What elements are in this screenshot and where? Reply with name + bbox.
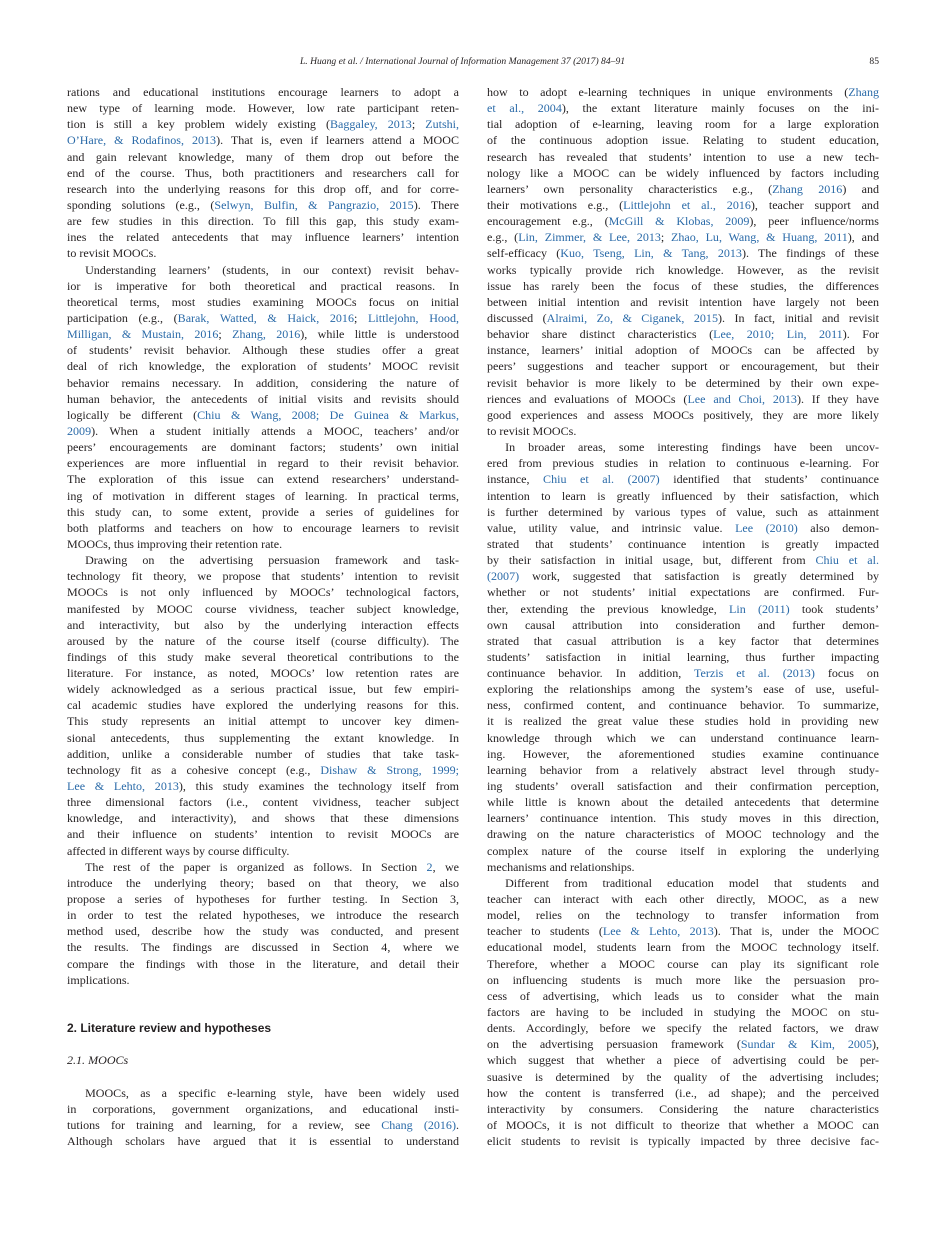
text-line: sponding solutions (e.g., (Selwyn, Bulfin, & Pangrazio, 2015). There: [67, 197, 460, 212]
text-line: literature. For instance, as noted, MOOCs’ low retention rates are: [67, 666, 459, 681]
text-line: This study represents an initial attempt to uncover key dimen-: [67, 714, 459, 729]
text-line: Drawing on the advertising persuasion framework and task-: [67, 553, 459, 568]
text-line: Understanding learners’ (students, in our context) revisit behav-: [67, 262, 459, 277]
text-line: research into the underlying reasons for this drop off, and for corre-: [67, 181, 459, 196]
text-line: Therefore, whether a MOOC course can play its significant role: [487, 956, 879, 971]
citation-link[interactable]: Zhang 2016: [772, 181, 843, 196]
spacer: [67, 988, 459, 1004]
text-line: manifested by MOOC course vividness, teacher subject knowledge,: [67, 601, 459, 616]
text-line: works typically provide rich knowledge. However, as the revisit: [487, 262, 879, 277]
text-line: et al., 2004), the extant literature mainly focuses on the ini-: [487, 101, 879, 116]
text-line: own causal attribution into consideration and further demon-: [487, 617, 879, 632]
citation-link[interactable]: Barak, Watted, & Haick, 2016: [177, 310, 354, 325]
spacer: [67, 1004, 459, 1020]
text-line: peers’ encouragements are dominant factors; students’ own initial: [67, 440, 459, 455]
text-line: method used, describe how the study was conducted, and present: [67, 924, 459, 939]
citation-link[interactable]: O’Hare, & Rodafinos, 2013: [67, 133, 217, 148]
text-line: self-efficacy (Kuo, Tseng, Lin, & Tang, 2013). The findings of these: [487, 246, 880, 261]
text-line: and interactivity, but also by the underlying interaction effects: [67, 617, 459, 632]
text-line: which suggest that whether a piece of advertising could be per-: [487, 1053, 879, 1068]
citation-link[interactable]: Chang (2016): [381, 1118, 456, 1132]
text-line: behavior remains necessary. In addition, considering the nature of: [67, 375, 459, 390]
text-line: students’ satisfaction in initial learning, thus further impacting: [487, 649, 879, 664]
text-line: implications.: [67, 972, 130, 987]
subsection-heading: 2.1. MOOCs: [67, 1053, 129, 1068]
text-line: whether or not students’ initial expectations are confirmed. Fur-: [487, 585, 879, 600]
text-line: ing. However, the aforementioned studies examine continuance: [487, 746, 879, 761]
text-line: peers’ suggestions and teacher support or encouragement, but their: [487, 359, 879, 374]
text-line: intention to learn is greatly influenced by their satisfaction, which: [487, 488, 879, 503]
text-line: suasive is determined by the quality of the advertising includes;: [487, 1069, 879, 1084]
text-line: nology like a MOOC can be widely influenced by factors including: [487, 165, 879, 180]
text-line: elicit students to revisit is typically impacted by three decisive fac-: [487, 1134, 879, 1149]
citation-link[interactable]: Alraimi, Zo, & Ciganek, 2015: [546, 310, 718, 325]
citation-link[interactable]: Chiu et al. (2007): [543, 472, 660, 487]
text-line: and gain relevant knowledge, many of them drop out before the: [67, 149, 459, 164]
citation-link[interactable]: (2007): [487, 569, 520, 584]
text-line: ness, confirmed content, and continuance behavior. To summarize,: [487, 698, 879, 713]
citation-link[interactable]: Littlejohn, Hood,: [368, 310, 459, 325]
text-line: Milligan, & Mustain, 2016; Zhang, 2016), while little is understood: [67, 327, 459, 342]
text-line: deal of rich knowledge, the exploration of students’ MOOC revisit: [67, 359, 459, 374]
text-line: encouragement e.g., (McGill & Klobas, 2009), peer influence/norms: [487, 214, 879, 229]
text-line: logically be different (Chiu & Wang, 2008; De Guinea & Markus,: [67, 407, 459, 422]
text-line: by their satisfaction in initial usage, but, different from Chiu et al.: [487, 553, 879, 568]
text-line: Different from traditional education model that students and: [487, 875, 879, 890]
text-line: sional antecedents, thus supplementing the extant knowledge. In: [67, 730, 459, 745]
citation-link[interactable]: Dishaw & Strong, 1999;: [320, 762, 459, 777]
text-line: dents. Accordingly, before we specify the related factors, we draw: [487, 1021, 879, 1036]
text-line: knowledge, and interactivity), and shows that these dimensions: [67, 811, 459, 826]
text-line: Lee & Lehto, 2013), this study examines the technology itself from: [67, 779, 459, 794]
right-column: [487, 84, 879, 1149]
citation-link[interactable]: Selwyn, Bulfin, & Pangrazio, 2015: [214, 197, 414, 212]
text-line: is further determined by various types of value, such as attainment: [487, 504, 879, 519]
section-heading: 2. Literature review and hypotheses: [67, 1021, 272, 1036]
text-line: experiences are more influential in regard to their revisit behavior.: [67, 456, 459, 471]
citation-link[interactable]: 2: [426, 859, 433, 874]
text-line: exploring the relationships among the system’s ease of use, useful-: [487, 682, 879, 697]
text-line: of MOOCs, it is not difficult to theorize that whether a MOOC can: [487, 1118, 879, 1132]
citation-link[interactable]: Zhao, Lu, Wang, & Huang, 2011: [671, 230, 848, 245]
text-line: and their influence on students’ intention to revisit MOOCs are: [67, 827, 459, 842]
text-line: 2009). When a student initially attends a MOOC, teachers’ and/or: [67, 423, 459, 438]
text-line: strated that students’ continuance intention is greatly impacted: [487, 536, 879, 551]
citation-link[interactable]: 2009: [67, 423, 92, 438]
citation-link[interactable]: Chiu et al.: [815, 553, 879, 568]
text-line: learners’ own personality characteristics e.g., (Zhang 2016) and: [487, 181, 879, 196]
text-line: how to adopt e-learning techniques in unique environments (Zhang: [487, 85, 879, 99]
text-line: O’Hare, & Rodafinos, 2013). That is, even if learners attend a MOOC: [67, 133, 459, 148]
text-line: the results. The findings are discussed in Section 4, where we: [67, 940, 459, 955]
text-line: on influencing students is much more like the persuasion pro-: [487, 972, 879, 987]
text-line: revisit behavior is more likely to be determined by their own expe-: [487, 375, 879, 390]
spacer: [67, 1069, 459, 1085]
text-line: between initial intention and revisit intention have largely not been: [487, 294, 879, 309]
text-line: in order to test the related hypotheses, we introduce the research: [67, 908, 459, 923]
citation-link[interactable]: Zhang: [848, 85, 879, 99]
text-line: continuance behavior. In addition, Terzis et al. (2013) focus on: [487, 666, 879, 681]
text-line: teacher to students (Lee & Lehto, 2013). That is, under the MOOC: [487, 924, 879, 939]
text-line: mechanisms and relationships.: [487, 859, 635, 874]
citation-link[interactable]: Sundar & Kim, 2005: [740, 1037, 872, 1052]
text-line: while little is known about the detailed antecedents that determine: [487, 795, 879, 810]
text-line: of the continuous adoption issue. Relating to student education,: [487, 133, 879, 148]
paragraph: [67, 859, 459, 988]
text-line: ered from previous studies in relation to continuous e-learning. For: [487, 456, 879, 471]
text-line: how the content is transferred (i.e., ad shape); and the perceived: [487, 1085, 879, 1100]
spacer: [67, 1036, 459, 1052]
text-line: instance, learners’ initial adoption of MOOCs can be affected by: [487, 343, 879, 358]
text-line: widely acknowledged as a serious practical issue, but few empiri-: [67, 682, 459, 697]
citation-link[interactable]: Zutshi,: [425, 117, 460, 132]
paragraph: [67, 1085, 459, 1150]
text-line: theoretical terms, most studies examining MOOCs focus on initial: [67, 294, 459, 309]
citation-link[interactable]: Milligan, & Mustain, 2016: [67, 327, 219, 342]
text-line: to revisit MOOCs.: [487, 423, 577, 438]
text-line: both platforms and teachers on how to encourage learners to revisit: [67, 520, 459, 535]
text-line: tial adoption of e-learning, leaving room for a large exploration: [487, 117, 879, 132]
citation-link[interactable]: Lee, 2010; Lin, 2011: [713, 327, 843, 342]
text-line: research has revealed that students’ intention to use a new tech-: [487, 149, 879, 164]
citation-link[interactable]: Chiu & Wang, 2008; De Guinea & Markus,: [197, 407, 459, 422]
text-line: cess of advertising, which leads us to consider what the main: [487, 988, 879, 1003]
text-line: findings of this study make several theoretical contributions to the: [67, 649, 459, 664]
citation-link[interactable]: Lee & Lehto, 2013: [67, 779, 179, 794]
text-line: strated that casual attribution is a key factor that determines: [487, 633, 879, 648]
text-line: The rest of the paper is organized as follows. In Section 2, we: [67, 859, 459, 874]
citation-link[interactable]: et al., 2004: [487, 101, 562, 116]
text-line: teacher can interact with each other directly, MOOC, as a new: [487, 892, 879, 907]
paragraph: [487, 439, 879, 875]
running-head: L. Huang et al. / International Journal of Information Management 37 (2017) 84–91: [299, 56, 626, 67]
text-line: educational model, students learn from the MOOC technology itself.: [487, 940, 879, 955]
text-line: technology fit as a cohesive concept (e.g., Dishaw & Strong, 1999;: [67, 762, 459, 777]
text-line: learning behavior from a relatively abstract level through study-: [487, 762, 879, 777]
text-line: ing of motivation in different stages of learning. In practical terms,: [67, 488, 459, 503]
text-line: ines the related antecedents that may influence learners’ intention: [67, 230, 459, 245]
text-line: participation (e.g., (Barak, Watted, & Haick, 2016; Littlejohn, Hood,: [67, 310, 459, 325]
text-line: MOOCs, thus improving their retention rate.: [67, 536, 283, 551]
text-line: issue has rarely been the focus of these studies, the differences: [487, 278, 879, 293]
text-line: factors are having to be included in studying the MOOC on stu-: [487, 1005, 879, 1020]
paragraph: [67, 552, 459, 859]
citation-link[interactable]: Baggaley, 2013: [329, 117, 412, 132]
text-line: introduce the underlying theory; based on that theory, we also: [67, 875, 459, 890]
text-line: three dimensional factors (i.e., content vividness, teacher subject: [67, 795, 459, 810]
left-column: [67, 84, 459, 1149]
citation-link[interactable]: Lin (2011): [728, 601, 790, 616]
text-line: behavior share distinct characteristics (Lee, 2010; Lin, 2011). For: [487, 327, 879, 342]
text-line: riences and evaluations of MOOCs (Lee and Choi, 2013). If they have: [487, 391, 879, 406]
text-line: complex nature of the course itself in exploring the underlying: [487, 843, 879, 858]
text-line: on the advertising persuasion framework (Sundar & Kim, 2005),: [487, 1037, 879, 1052]
text-line: are few studies in this direction. To fill this gap, this study exam-: [67, 214, 459, 229]
text-line: drawing on the nature characteristics of MOOC technology and the: [487, 827, 879, 842]
citation-link[interactable]: McGill & Klobas, 2009: [608, 214, 750, 229]
text-line: MOOCs is not only influenced by MOOCs’ technological factors,: [67, 585, 459, 600]
text-line: cal academic studies have explored the underlying reasons for this.: [67, 698, 459, 713]
citation-link[interactable]: Zhang, 2016: [232, 327, 301, 342]
text-line: tion is still a key problem widely existing (Baggaley, 2013; Zutshi,: [67, 117, 460, 132]
text-line: value, utility value, and intrinsic value. Lee (2010) also demon-: [487, 520, 879, 535]
paragraph: [487, 84, 879, 439]
text-line: tutions for training and learning, for a review, see Chang (2016).: [67, 1118, 459, 1132]
text-line: this study can, to some extent, provide a series of guidelines for: [67, 504, 459, 519]
text-line: aroused by the nature of the course itself (course difficulty). The: [67, 633, 459, 648]
text-line: Although scholars have argued that it is essential to understand: [67, 1134, 459, 1149]
paragraph: [487, 875, 879, 1149]
text-line: In broader areas, some interesting findings have been uncov-: [487, 440, 879, 455]
citation-link[interactable]: Lee & Lehto, 2013: [602, 924, 714, 939]
citation-link[interactable]: Kuo, Tseng, Lin, & Tang, 2013: [560, 246, 742, 261]
text-line: compare the findings with those in the literature, and detail their: [67, 956, 459, 971]
text-line: of students’ revisit behavior. Although these studies offer a great: [67, 343, 459, 358]
citation-link[interactable]: Terzis et al. (2013): [694, 666, 815, 681]
page-number: 85: [869, 56, 879, 67]
text-line: new type of learning mode. However, low rate participant reten-: [67, 101, 459, 116]
text-line: (2007) work, suggested that satisfaction is greatly determined by: [487, 569, 879, 584]
text-line: affected in different ways by course difficulty.: [67, 843, 290, 858]
text-line: discussed (Alraimi, Zo, & Ciganek, 2015). In fact, initial and revisit: [487, 310, 880, 325]
text-line: The exploration of this issue can extend researchers’ understand-: [67, 472, 459, 487]
citation-link[interactable]: Littlejohn et al., 2016: [623, 197, 751, 212]
text-line: learners’ continuance intention. This study moves in this direction,: [487, 811, 879, 826]
text-line: interactivity by consumers. Considering the nature characteristics: [487, 1101, 879, 1116]
text-line: ing students’ overall satisfaction and their confirmation perception,: [487, 779, 879, 794]
paragraph: [67, 262, 459, 553]
text-line: their motivations e.g., (Littlejohn et al., 2016), teacher support and: [487, 197, 879, 212]
text-line: MOOCs, as a specific e-learning style, have been widely used: [67, 1085, 459, 1100]
paragraph: [67, 84, 459, 262]
text-line: in corporations, government organizations, and educational insti-: [67, 1101, 459, 1116]
text-line: model, relies on the technology to transfer information from: [487, 908, 879, 923]
citation-link[interactable]: Lin, Zimmer, & Lee, 2013: [518, 230, 661, 245]
text-line: e.g., (Lin, Zimmer, & Lee, 2013; Zhao, Lu, Wang, & Huang, 2011), and: [487, 230, 879, 245]
text-line: it is realized the great value these studies hold in providing new: [487, 714, 879, 729]
text-line: good experiences and assess MOOCs positively, they are more likely: [487, 407, 879, 422]
text-line: ther, extending the previous knowledge, Lin (2011) took students’: [487, 601, 879, 616]
text-line: knowledge through which we can understand continuance learn-: [487, 730, 879, 745]
text-line: rations and educational institutions encourage learners to adopt a: [67, 85, 459, 99]
text-line: instance, Chiu et al. (2007) identified that students’ continuance: [487, 472, 879, 487]
text-line: addition, unlike a considerable number of studies that take task-: [67, 746, 459, 761]
text-line: end of the course. Thus, both practitioners and researchers call for: [67, 165, 459, 180]
text-line: propose a series of hypotheses for further testing. In Section 3,: [67, 892, 459, 907]
text-line: human behavior, the antecedents of initial visits and revisits should: [67, 391, 459, 406]
citation-link[interactable]: Lee (2010): [735, 520, 798, 535]
text-line: technology fit theory, we propose that students’ intention to revisit: [67, 569, 459, 584]
text-line: ior is imperative for both theoretical and practical reasons. In: [67, 278, 459, 293]
citation-link[interactable]: Lee and Choi, 2013: [687, 391, 797, 406]
text-line: to revisit MOOCs.: [67, 246, 157, 261]
